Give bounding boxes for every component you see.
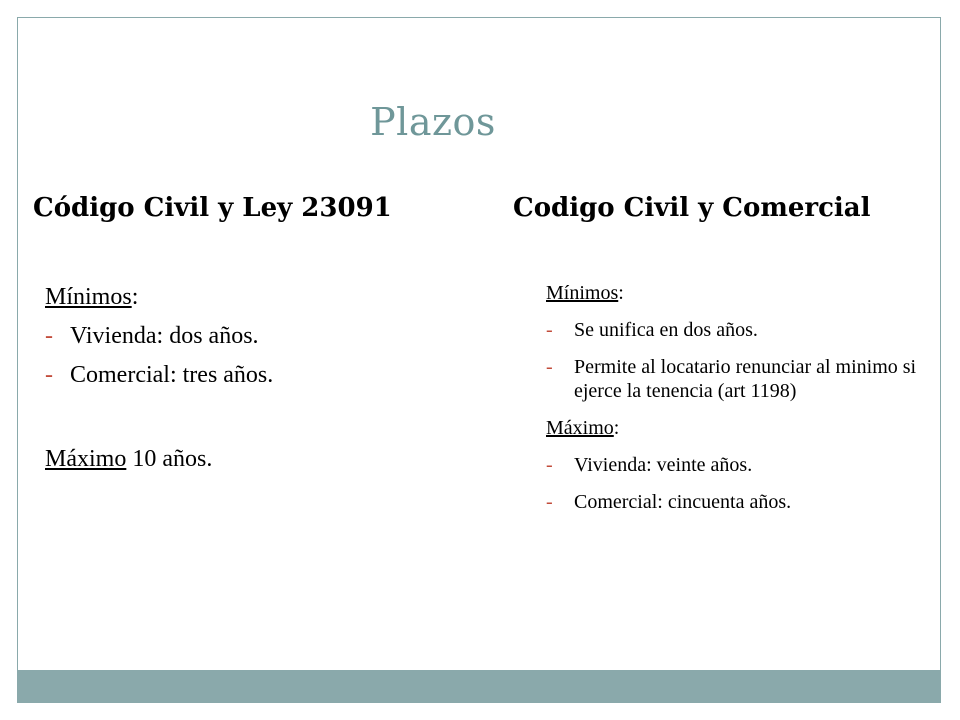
dash-bullet-icon: -: [546, 454, 553, 476]
left-minimos-label: Mínimos: [45, 284, 132, 310]
right-minimos-line: [546, 282, 934, 305]
dash-bullet-icon: -: [546, 356, 553, 378]
right-bullet-text: Vivienda: veinte años.: [574, 454, 753, 476]
left-maximo-label: Máximo: [45, 445, 127, 472]
left-bullet-text: Vivienda: dos años.: [70, 323, 259, 350]
right-bullet-text: Comercial: cincuenta años.: [574, 491, 792, 513]
list-item: [546, 490, 934, 514]
slide-title: Plazos: [370, 100, 496, 144]
right-column-heading: Codigo Civil y Comercial: [513, 193, 871, 223]
dash-bullet-icon: -: [45, 362, 53, 389]
left-bullet-text: Comercial: tres años.: [70, 362, 274, 389]
left-column-heading: Código Civil y Ley 23091: [33, 193, 392, 223]
right-bullet-text: Permite al locatario renunciar al minimo si ejerce la tenencia (art 1198): [574, 356, 917, 402]
list-item: [546, 355, 934, 403]
dash-bullet-icon: -: [45, 323, 53, 350]
list-item: [45, 324, 273, 349]
right-minimos-colon: :: [618, 282, 624, 304]
right-maximo-colon: :: [613, 417, 620, 439]
right-bullet-text: Se unifica en dos años.: [574, 319, 758, 341]
left-minimos-colon: :: [131, 284, 139, 310]
right-column-body: [546, 282, 934, 514]
list-item: [45, 363, 273, 388]
list-item: [546, 453, 934, 477]
dash-bullet-icon: -: [546, 319, 553, 341]
list-item: [546, 318, 934, 342]
left-maximo-rest: 10 años.: [126, 445, 213, 472]
dash-bullet-icon: -: [546, 491, 553, 513]
right-maximo-line: [546, 417, 934, 440]
right-maximo-label: Máximo: [546, 417, 614, 439]
footer-bar: [18, 670, 940, 702]
right-minimos-label: Mínimos: [546, 282, 619, 304]
left-column-body: [45, 285, 273, 472]
left-maximo-line: [45, 447, 273, 472]
left-minimos-line: [45, 285, 273, 310]
